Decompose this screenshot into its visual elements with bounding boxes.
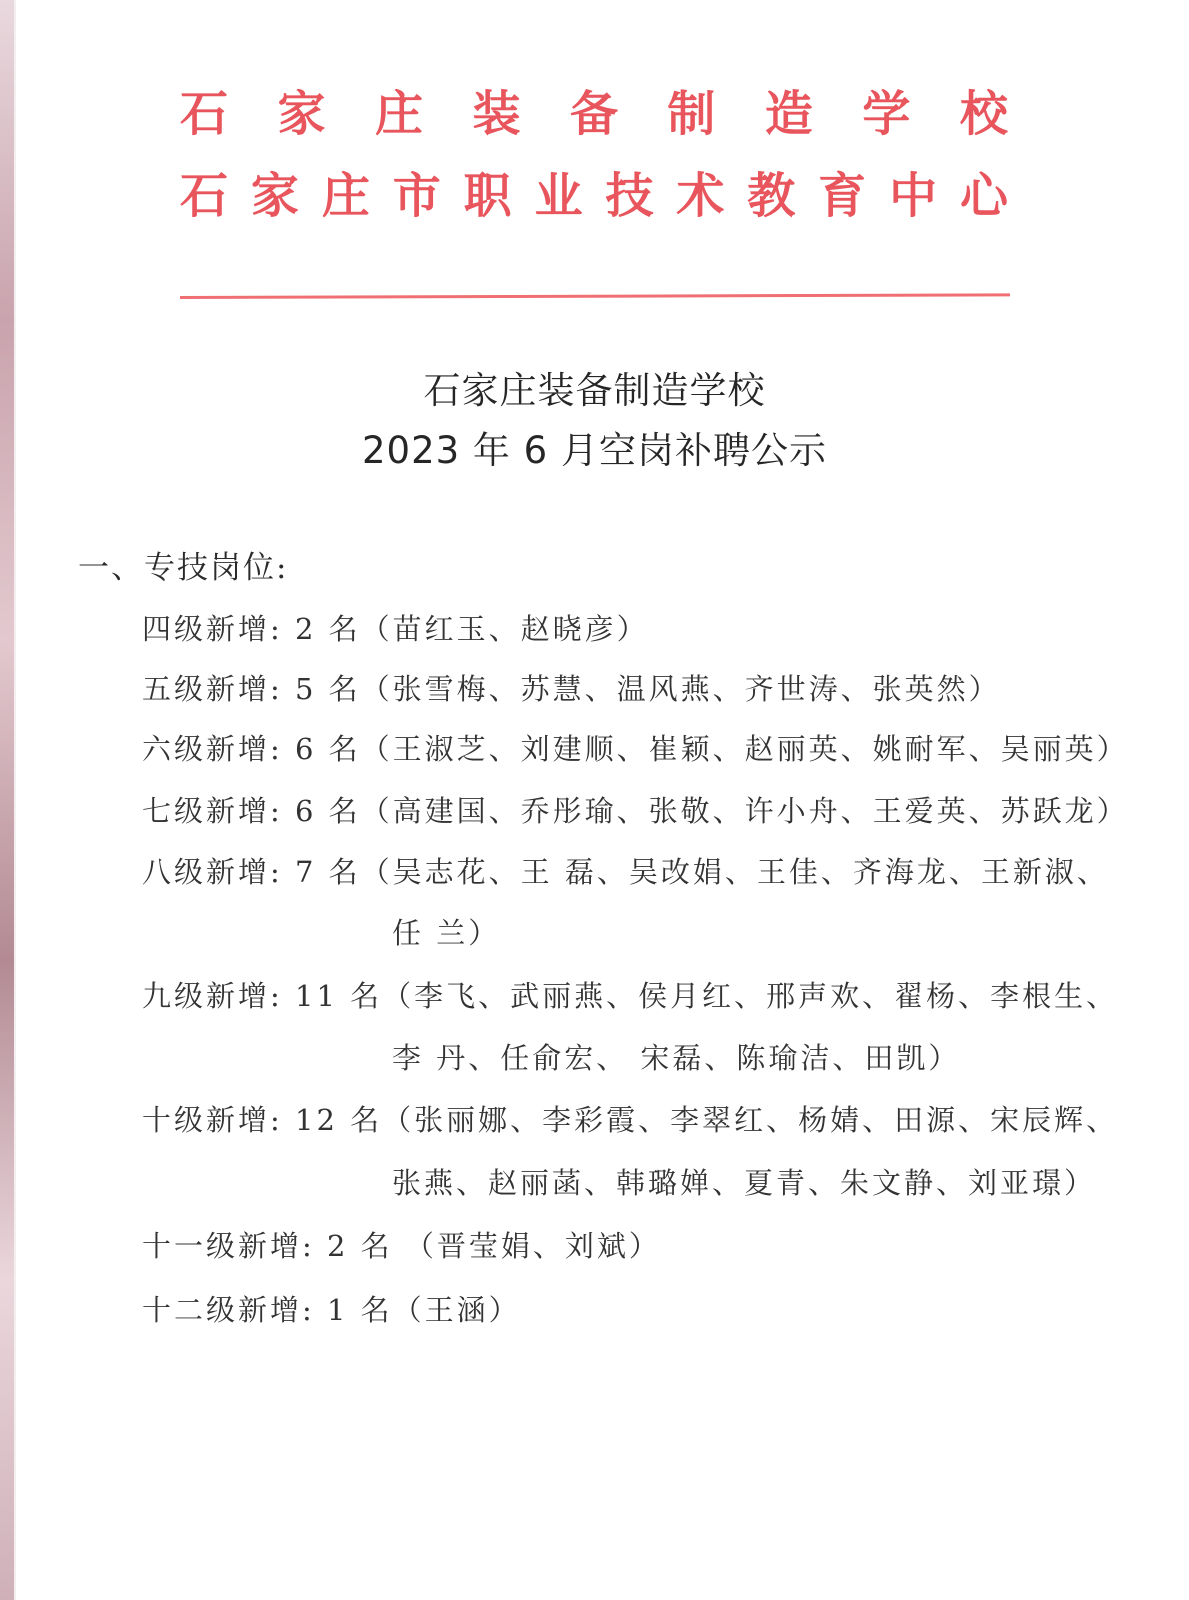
document-title-subject: 2023 年 6 月空岗补聘公示 bbox=[362, 429, 827, 472]
letterhead-char: 学 bbox=[862, 86, 911, 142]
grade-line-7: 七级新增: 6 名（高建国、乔彤瑜、张敬、许小舟、王爱英、苏跃龙） bbox=[142, 794, 1129, 828]
grade-line-10-continued: 张燕、赵丽菡、韩璐婵、夏青、朱文静、刘亚璟） bbox=[392, 1166, 1097, 1200]
grade-line-4: 四级新增: 2 名（苗红玉、赵晓彦） bbox=[142, 612, 649, 646]
page-edge-decoration bbox=[0, 0, 14, 1600]
letterhead-char: 家 bbox=[250, 168, 299, 224]
letterhead-char: 家 bbox=[277, 86, 326, 142]
grade-line-11: 十一级新增: 2 名 （晋莹娟、刘斌） bbox=[142, 1229, 661, 1263]
letterhead-center-name bbox=[180, 166, 1008, 226]
letterhead-char: 校 bbox=[959, 86, 1008, 142]
letterhead-char: 教 bbox=[747, 168, 796, 224]
letterhead-char: 技 bbox=[605, 168, 654, 224]
grade-line-12: 十二级新增: 1 名（王涵） bbox=[142, 1293, 521, 1327]
letterhead-char: 术 bbox=[676, 168, 725, 224]
letterhead-char: 庄 bbox=[374, 86, 423, 142]
document-title-school: 石家庄装备制造学校 bbox=[423, 369, 766, 412]
letterhead-char: 造 bbox=[764, 86, 813, 142]
letterhead-char: 中 bbox=[889, 168, 938, 224]
letterhead-char: 制 bbox=[667, 86, 716, 142]
letterhead-char: 心 bbox=[959, 168, 1008, 224]
grade-line-5: 五级新增: 5 名（张雪梅、苏慧、温风燕、齐世涛、张英然） bbox=[142, 672, 1001, 706]
letterhead-char: 庄 bbox=[321, 168, 370, 224]
letterhead-red-rule bbox=[180, 293, 1010, 299]
letterhead-char: 职 bbox=[463, 168, 512, 224]
letterhead-char: 备 bbox=[569, 86, 618, 142]
letterhead-school-name bbox=[180, 84, 1008, 144]
grade-line-10: 十级新增: 12 名（张丽娜、李彩霞、李翠红、杨婧、田源、宋辰辉、 bbox=[142, 1103, 1119, 1137]
grade-line-9-continued: 李 丹、任俞宏、 宋磊、陈瑜洁、田凯） bbox=[392, 1041, 961, 1075]
letterhead-char: 业 bbox=[534, 168, 583, 224]
grade-line-9: 九级新增: 11 名（李飞、武丽燕、侯月红、邢声欢、翟杨、李根生、 bbox=[142, 979, 1119, 1013]
letterhead-char: 石 bbox=[180, 168, 229, 224]
section-heading-technical-posts: 一、专技岗位: bbox=[78, 550, 289, 586]
grade-line-8-continued: 任 兰） bbox=[392, 916, 501, 950]
letterhead-char: 石 bbox=[180, 86, 229, 142]
grade-line-6: 六级新增: 6 名（王淑芝、刘建顺、崔颖、赵丽英、姚耐军、吴丽英） bbox=[142, 732, 1129, 766]
letterhead-char: 育 bbox=[818, 168, 867, 224]
letterhead-char: 装 bbox=[472, 86, 521, 142]
grade-line-8: 八级新增: 7 名（吴志花、王 磊、吴改娟、王佳、齐海龙、王新淑、 bbox=[142, 855, 1109, 889]
letterhead-char: 市 bbox=[392, 168, 441, 224]
